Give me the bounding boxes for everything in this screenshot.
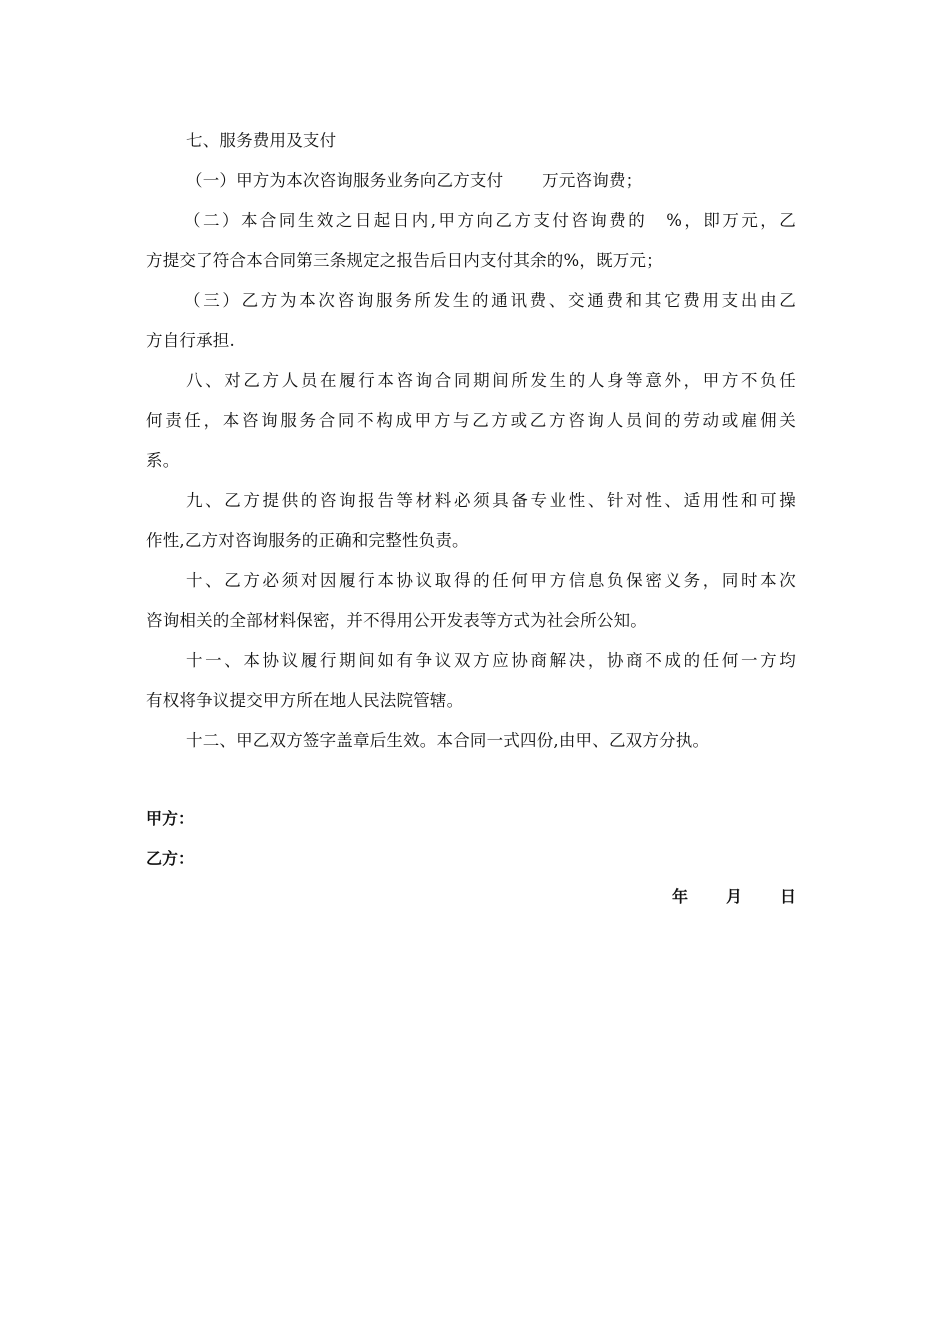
section-11-line-1: 十一、本协议履行期间如有争议双方应协商解决，协商不成的任何一方均 bbox=[186, 651, 796, 670]
section-8-line-2: 何责任，本咨询服务合同不构成甲方与乙方或乙方咨询人员间的劳动或雇佣关 bbox=[146, 411, 796, 430]
date-year-label: 年 bbox=[671, 887, 688, 906]
section-7-item-3-line-1: （三）乙方为本次咨询服务所发生的通讯费、交通费和其它费用支出由乙 bbox=[184, 291, 796, 310]
section-9-line-1: 九、乙方提供的咨询报告等材料必须具备专业性、针对性、适用性和可操 bbox=[186, 491, 796, 510]
section-8-line-3: 系。 bbox=[146, 451, 180, 470]
section-12-line-1: 十二、甲乙双方签字盖章后生效。本合同一式四份,由甲、乙双方分执。 bbox=[186, 731, 710, 750]
section-7-heading: 七、服务费用及支付 bbox=[186, 131, 337, 150]
section-8-line-1: 八、对乙方人员在履行本咨询合同期间所发生的人身等意外，甲方不负任 bbox=[186, 371, 796, 390]
section-7-item-2-line-1: （二）本合同生效之日起日内,甲方向乙方支付咨询费的 %，即万元，乙 bbox=[184, 211, 796, 230]
section-9-line-2: 作性,乙方对咨询服务的正确和完整性负责。 bbox=[146, 531, 469, 550]
section-10-line-2: 咨询相关的全部材料保密，并不得用公开发表等方式为社会所公知。 bbox=[146, 611, 647, 630]
date-day-label: 日 bbox=[779, 887, 796, 906]
section-7-item-3-line-2: 方自行承担. bbox=[146, 331, 235, 350]
party-a-signature-label: 甲方： bbox=[146, 809, 195, 828]
section-7-item-2-line-2: 方提交了符合本合同第三条规定之报告后日内支付其余的%，既万元； bbox=[146, 251, 663, 270]
date-month-label: 月 bbox=[725, 887, 742, 906]
signature-date bbox=[672, 887, 796, 907]
section-7-item-1: （一）甲方为本次咨询服务业务向乙方支付 万元咨询费； bbox=[186, 171, 643, 190]
party-b-signature-label: 乙方： bbox=[146, 849, 195, 868]
section-11-line-2: 有权将争议提交甲方所在地人民法院管辖。 bbox=[146, 691, 464, 710]
section-10-line-1: 十、乙方必须对因履行本协议取得的任何甲方信息负保密义务，同时本次 bbox=[186, 571, 796, 590]
